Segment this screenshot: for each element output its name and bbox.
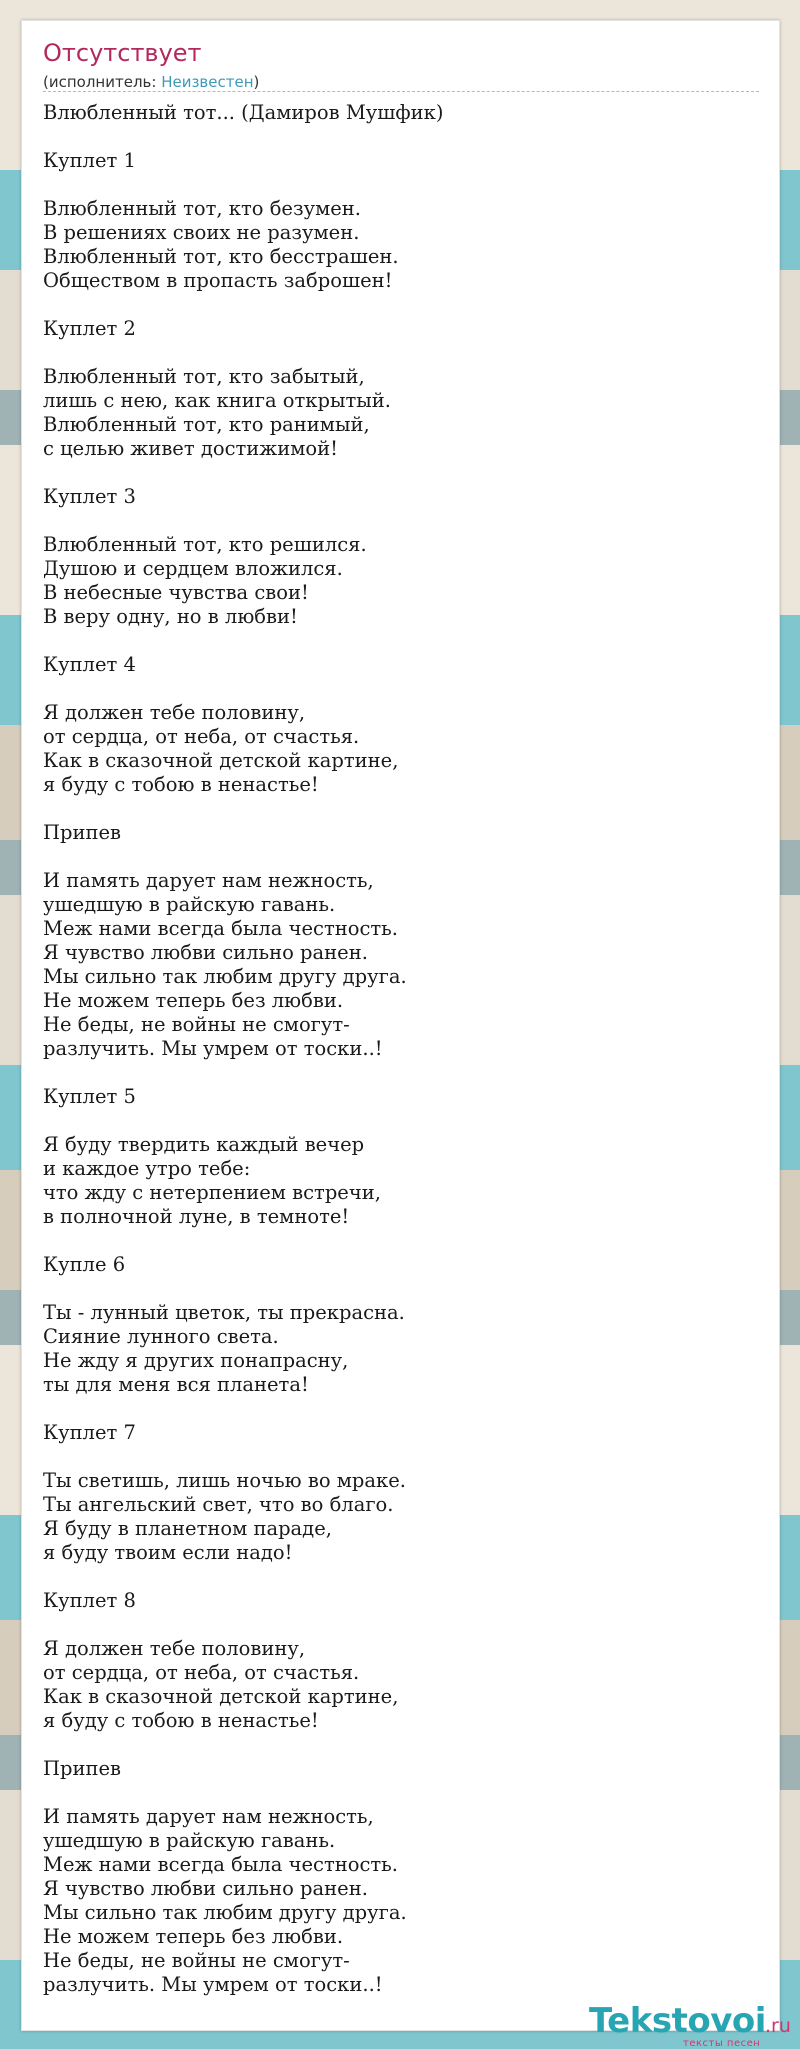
artist-line bbox=[43, 73, 259, 91]
artist-suffix: ) bbox=[253, 73, 260, 91]
lyrics-card bbox=[21, 20, 791, 2049]
lyrics-text: Влюбленный тот... (Дамиров Мушфик) Куплет 1 Влюбленный тот, кто безумен. В решениях своих не разумен. Влюбленный тот, кто бесстрашен. Обществом в пропасть заброшен! Куплет 2 Влюбленный тот, кто забытый, лишь с нею, как книга открытый. Влюбленный тот, кто ранимый, с целью живет достижимой! Куплет 3 Влюбленный тот, кто решился. Душою и сердцем вложился. В небесные чувства свои! В веру одну, но в любви! Куплет 4 Я должен тебе половину, от сердца, от неба, от счастья. Как в сказочной детской картине, я буду с тобою в ненастье! Припев И память дарует нам нежность, ушедшую в райскую гавань. Меж нами всегда была честность. Я чувство любви сильно ранен. Мы сильно так любим другу друга. Не можем теперь без любви. Не беды, не войны не смогут- разлучить. Мы умрем от тоски..! Куплет 5 Я буду твердить каждый вечер и каждое утро тебе: что жду с нетерпением встречи, в полночной луне, в темноте! Купле 6 Ты - лунный цветок, ты прекрасна. Сияние лунного света. Не жду я других понапрасну, ты для меня вся планета! Куплет 7 Ты светишь, лишь ночью во мраке. Ты ангельский свет, что во благо. Я буду в планетном параде, я буду твоим если надо! Куплет 8 Я должен тебе половину, от сердца, от неба, от счастья. Как в сказочной детской картине, я буду с тобою в ненастье! Припев И память дарует нам нежность, ушедшую в райскую гавань. Меж нами всегда была честность. Я чувство любви сильно ранен. Мы сильно так любим другу друга. Не можем теперь без любви. Не беды, не войны не смогут- разлучить. Мы умрем от тоски..! bbox=[43, 101, 444, 1996]
logo-domain: .ru bbox=[765, 2015, 791, 2037]
logo-tagline: тексты песен bbox=[683, 2038, 761, 2049]
logo-wordmark: Tekstovoi bbox=[589, 2001, 766, 2041]
artist-link[interactable]: Неизвестен bbox=[161, 73, 254, 91]
dashed-divider bbox=[43, 91, 759, 92]
song-title: Отсутствует bbox=[43, 39, 202, 67]
artist-prefix: (исполнитель: bbox=[43, 73, 162, 91]
tekstovoi-logo[interactable] bbox=[589, 2001, 799, 2049]
